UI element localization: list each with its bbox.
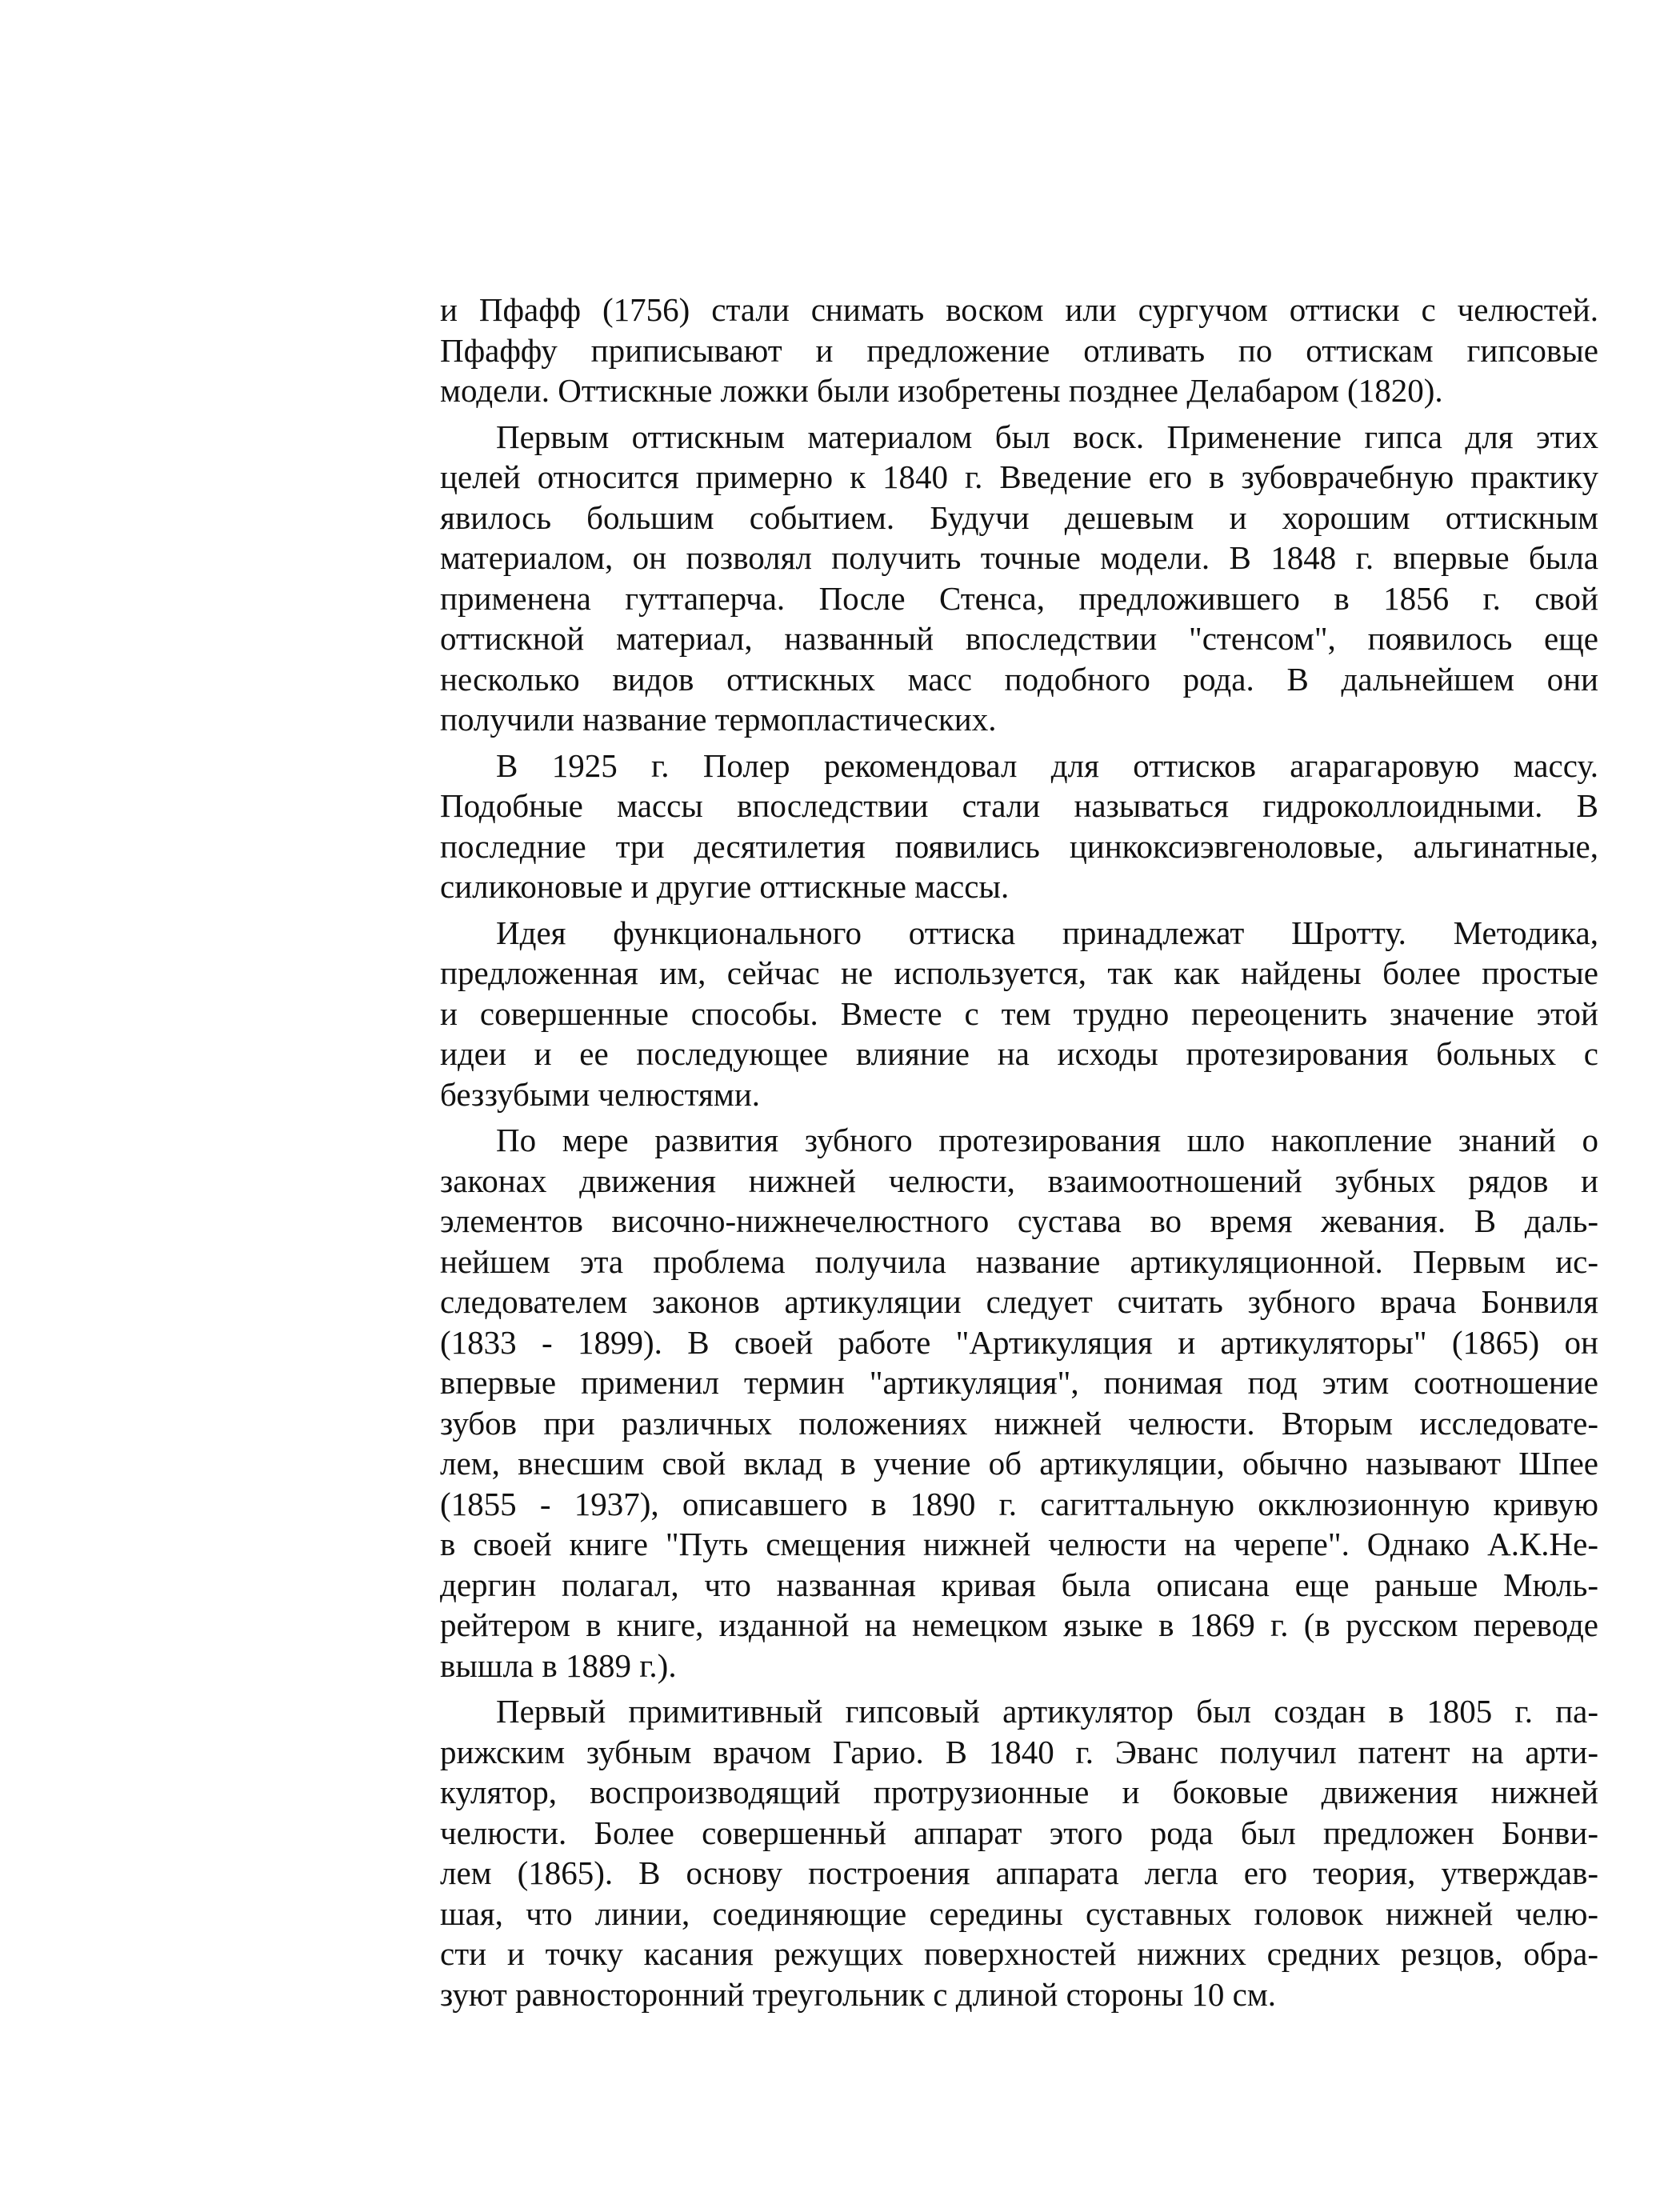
paragraph-6 — [440, 1691, 1598, 2014]
paragraph-3 — [440, 746, 1598, 907]
text-line: последние три десятилетия появились цинкоксиэвгеноловые, альгинатные, — [440, 827, 1598, 865]
paragraph-2 — [440, 417, 1598, 740]
text-line: рижским зубным врачом Гарио. В 1840 г. Эванс получил патент на арти- — [440, 1733, 1598, 1770]
text-line: дергин полагал, что названная кривая была описана еще раньше Мюль- — [440, 1566, 1598, 1603]
text-line: Подобные массы впоследствии стали называться гидроколлоидными. В — [440, 787, 1598, 824]
paragraph-4 — [440, 913, 1598, 1115]
text-line: Пфаффу приписывают и предложение отливать по оттискам гипсовые — [440, 331, 1598, 369]
text-line: следователем законов артикуляции следует считать зубного врача Бонвиля — [440, 1283, 1598, 1320]
text-line: явилось большим событием. Будучи дешевым и хорошим оттискным — [440, 498, 1598, 536]
paragraph-5 — [440, 1120, 1598, 1686]
text-line: в своей книге "Путь смещения нижней челюсти на черепе". Однако А.К.Не- — [440, 1526, 1598, 1562]
text-line: целей относится примерно к 1840 г. Введение его в зубоврачебную практику — [440, 458, 1598, 495]
text-line: несколько видов оттискных масс подобного рода. В дальнейшем они — [440, 660, 1598, 698]
text-line: применена гуттаперча. После Стенса, предложившего в 1856 г. свой — [440, 579, 1598, 617]
paragraph-1 — [440, 290, 1598, 411]
text-line: лем (1865). В основу построения аппарата легла его теория, утверждав- — [440, 1854, 1598, 1891]
text-line: Первый примитивный гипсовый артикулятор был создан в 1805 г. па- — [496, 1693, 1598, 1730]
text-line: вышла в 1889 г.). — [440, 1646, 677, 1684]
text-line: Первым оттискным материалом был воск. Применение гипса для этих — [496, 418, 1598, 455]
text-line: В 1925 г. Полер рекомендовал для оттисков агарагаровую массу. — [496, 746, 1598, 784]
text-line: элементов височно-нижнечелюстного сустава во время жевания. В даль- — [440, 1202, 1598, 1239]
text-line: (1855 - 1937), описавшего в 1890 г. сагиттальную окклюзионную кривую — [440, 1485, 1598, 1522]
text-line: нейшем эта проблема получила название артикуляционной. Первым ис- — [440, 1242, 1598, 1280]
text-line: челюсти. Более совершенньй аппарат этого рода был предложен Бонви- — [440, 1814, 1598, 1851]
text-line: беззубыми челюстями. — [440, 1075, 761, 1113]
text-line: впервые применил термин "артикуляция", понимая под этим соотношение — [440, 1364, 1598, 1401]
text-line: сти и точку касания режущих поверхностей нижних средних резцов, обра- — [440, 1935, 1598, 1972]
text-line: кулятор, воспроизводящий протрузионные и боковые движения нижней — [440, 1774, 1598, 1810]
text-line: зубов при различных положениях нижней челюсти. Вторым исследовате- — [440, 1404, 1598, 1442]
text-line: предложенная им, сейчас не используется, так как найдены более простые — [440, 954, 1598, 991]
text-line: зуют равносторонний треугольник с длиной стороны 10 см. — [440, 1975, 1277, 2013]
text-line: материалом, он позволял получить точные модели. В 1848 г. впервые была — [440, 539, 1598, 576]
text-line: рейтером в книге, изданной на немецком языке в 1869 г. (в русском переводе — [440, 1606, 1598, 1643]
text-line: законах движения нижней челюсти, взаимоотношений зубных рядов и — [440, 1162, 1598, 1199]
text-line: (1833 - 1899). В своей работе "Артикуляция и артикуляторы" (1865) он — [440, 1323, 1598, 1361]
text-line: оттискной материал, названный впоследствии "стенсом", появилось еще — [440, 620, 1598, 657]
text-line: По мере развития зубного протезирования шло накопление знаний о — [496, 1122, 1598, 1158]
text-line: идеи и ее последующее влияние на исходы протезирования больных с — [440, 1035, 1598, 1072]
text-line: получили название термопластических. — [440, 701, 997, 738]
text-line: модели. Оттискные ложки были изобретены позднее Делабаром (1820). — [440, 372, 1443, 409]
text-line: и совершенные способы. Вместе с тем трудно переоценить значение этой — [440, 994, 1598, 1032]
body-text — [440, 290, 1598, 2020]
text-line: силиконовые и другие оттискные массы. — [440, 868, 1010, 905]
text-line: Идея функционального оттиска принадлежат Шротту. Методика, — [496, 914, 1598, 951]
text-line: лем, внесшим свой вклад в учение об артикуляции, обычно называют Шпее — [440, 1445, 1598, 1482]
text-line: шая, что линии, соединяющие середины суставных головок нижней челю- — [440, 1894, 1598, 1932]
text-line: и Пфафф (1756) стали снимать воском или сургучом оттиски с челюстей. — [440, 291, 1598, 328]
